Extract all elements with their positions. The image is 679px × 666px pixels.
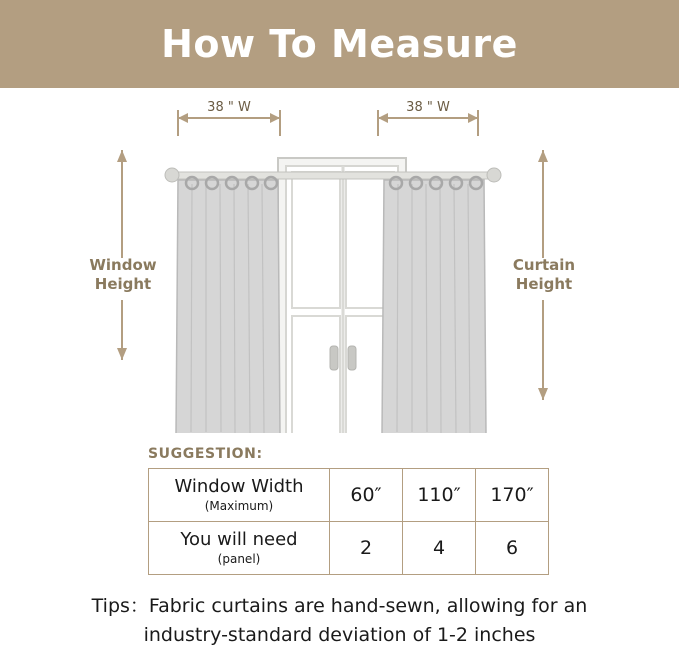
header-banner [0, 0, 679, 88]
left-curtain-panel [176, 177, 280, 433]
window-width-value-1: 60″ [330, 469, 403, 522]
row-label-sub: (panel) [217, 552, 261, 566]
row-label-main: Window Width [174, 476, 304, 497]
panels-needed-value-2: 4 [403, 522, 476, 575]
tips-line-1 [0, 592, 679, 621]
window-height-dimension [117, 150, 127, 360]
tips-text-line1: Fabric curtains are hand-sewn, allowing for an [148, 595, 588, 617]
curtain-height-label-line2: Height [515, 275, 573, 293]
window-height-label-line2: Height [94, 275, 152, 293]
page-title: How To Measure [161, 22, 518, 66]
measure-diagram [0, 88, 679, 433]
right-width-label: 38 " W [406, 100, 450, 115]
window-width-value-2: 110″ [403, 469, 476, 522]
tips-label: Tips： [91, 595, 149, 617]
row-label-panels-needed [149, 522, 330, 575]
row-label-main: You will need [180, 529, 298, 550]
row-label-sub: (Maximum) [204, 499, 274, 513]
curtain-height-label-line1: Curtain [512, 256, 576, 274]
left-width-label: 38 " W [207, 100, 251, 115]
row-label-window-width [149, 469, 330, 522]
tips-block [0, 592, 679, 650]
panels-needed-value-1: 2 [330, 522, 403, 575]
tips-text-line2: industry-standard deviation of 1-2 inches [143, 624, 536, 646]
suggestion-title: SUGGESTION: [148, 446, 263, 462]
right-curtain-panel [382, 177, 486, 433]
table-row [149, 522, 549, 575]
window-height-label-line1: Window [89, 256, 157, 274]
measurement-table [148, 468, 549, 575]
window-width-value-3: 170″ [476, 469, 549, 522]
panels-needed-value-3: 6 [476, 522, 549, 575]
table-row [149, 469, 549, 522]
